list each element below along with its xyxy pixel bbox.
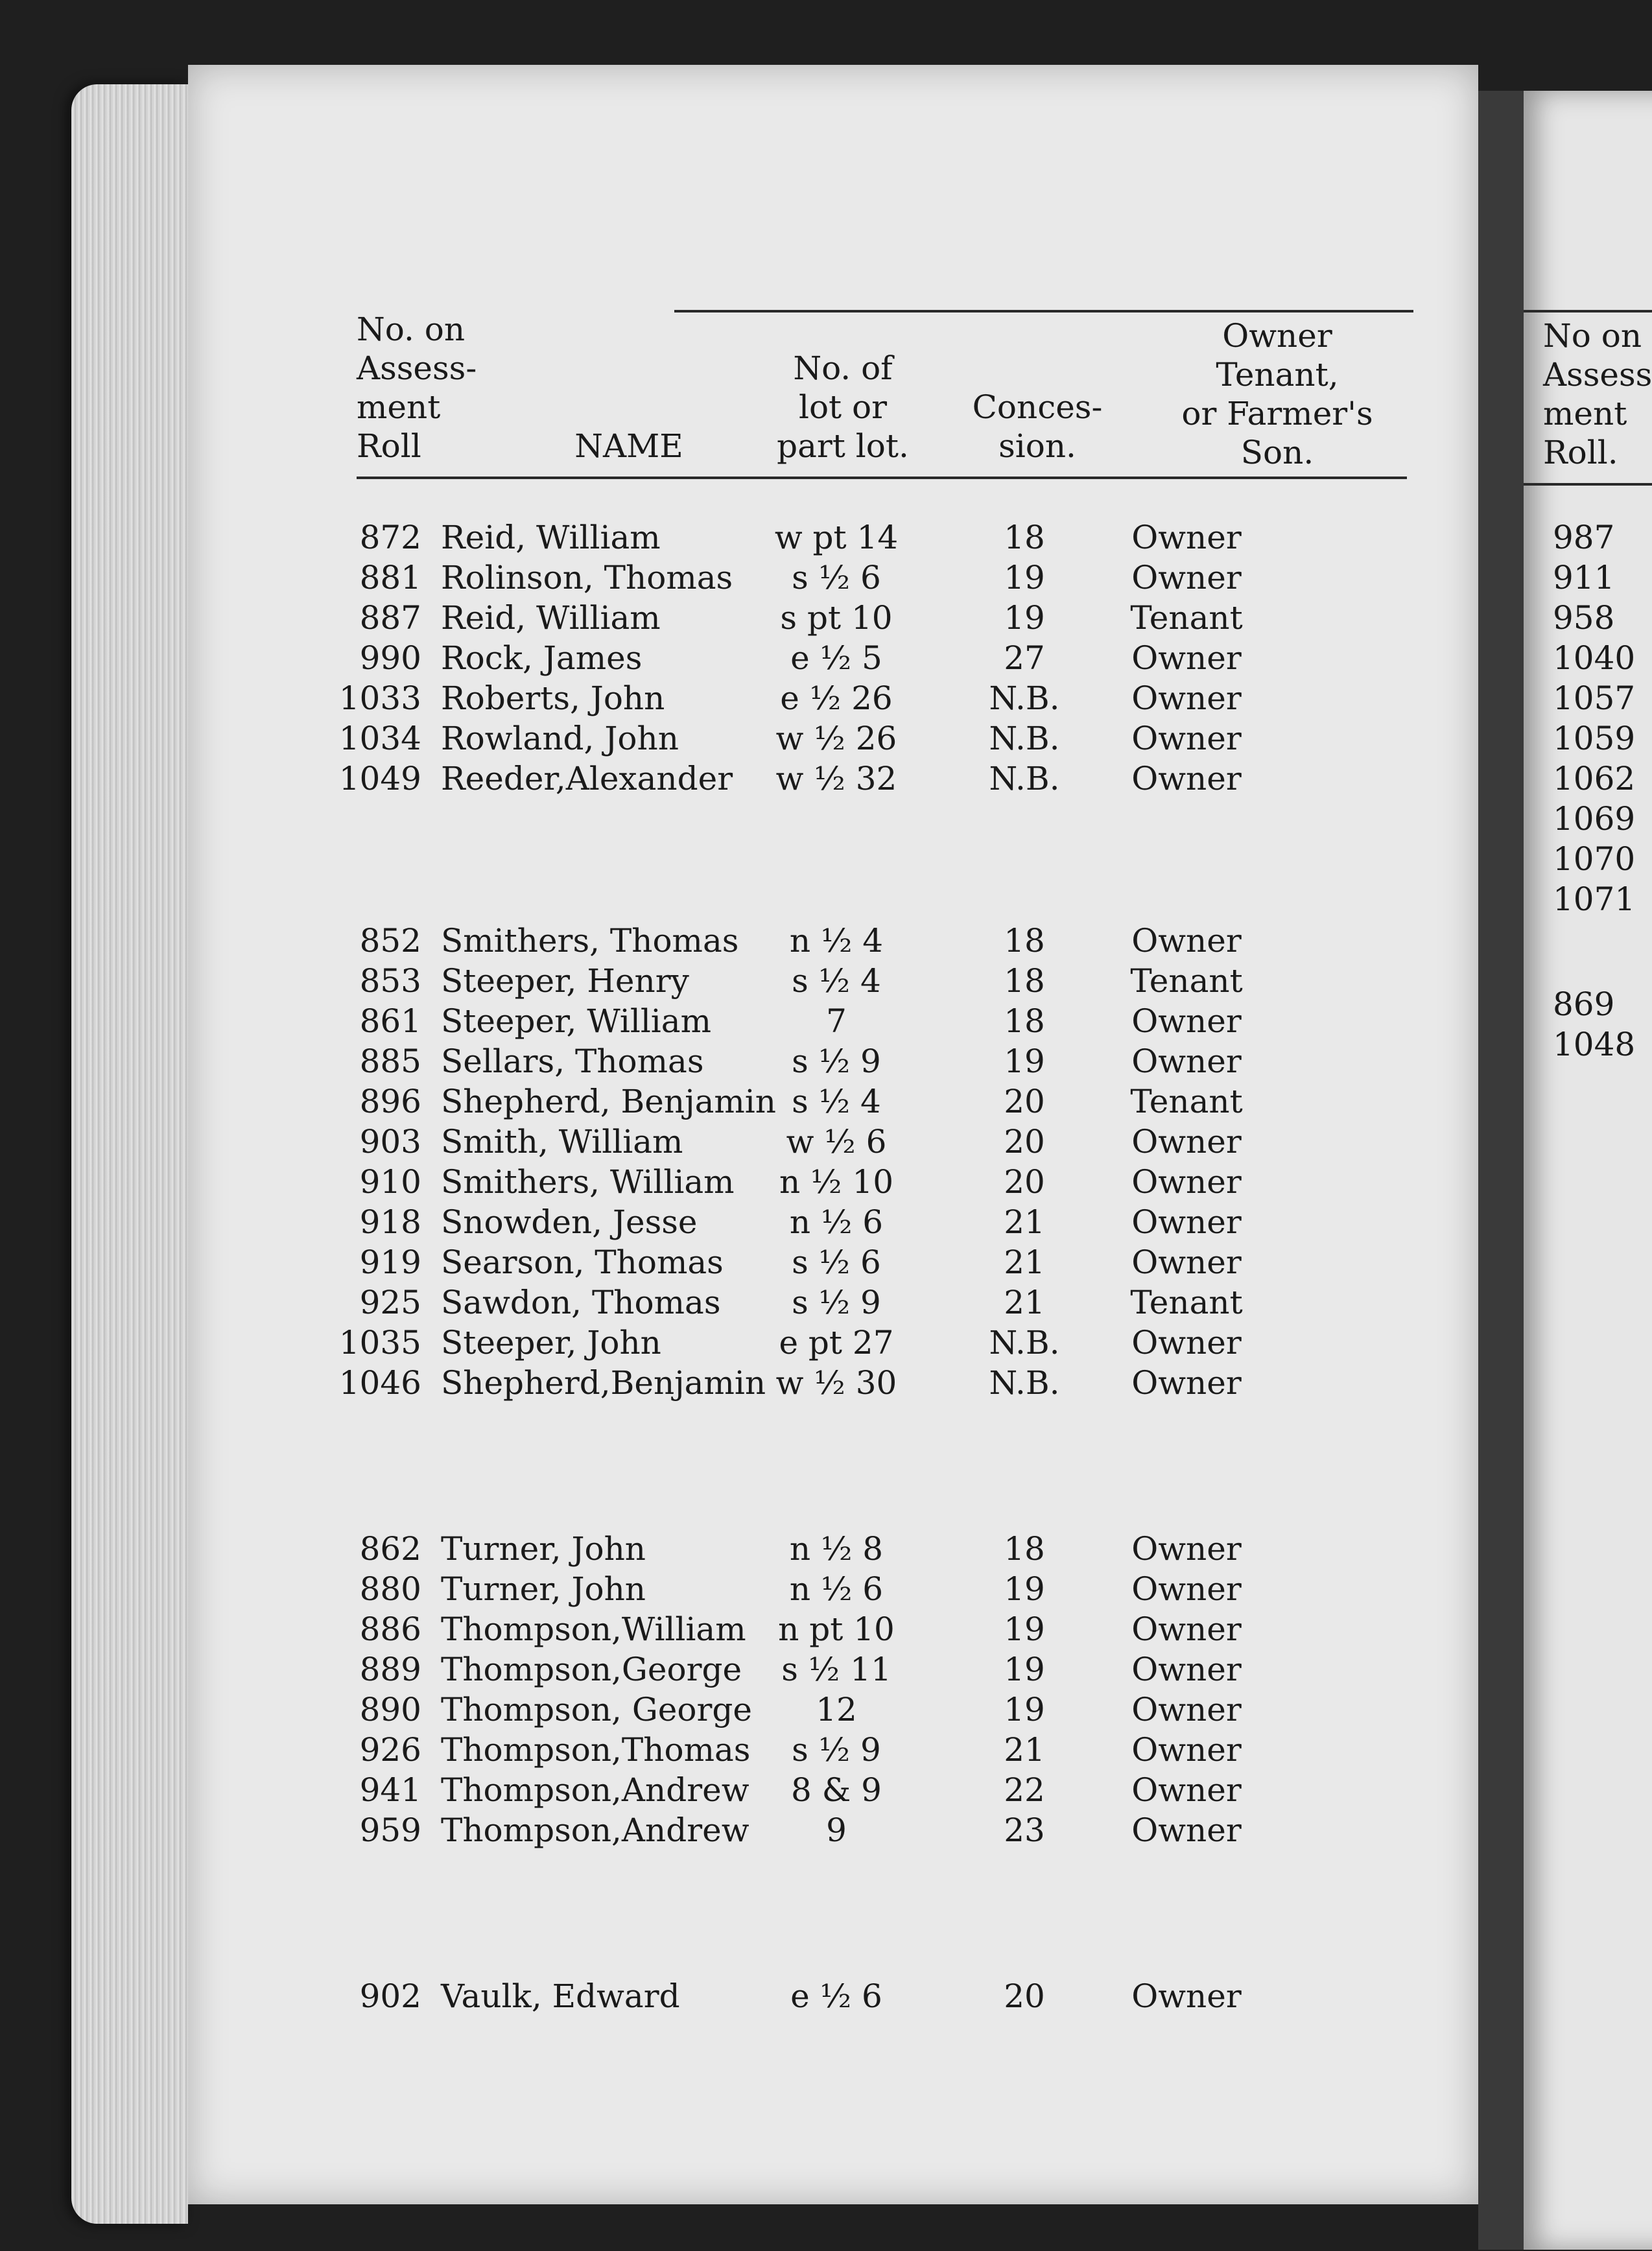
entry-name: Reid, William <box>441 519 661 556</box>
entry-tenure: Owner <box>1131 1610 1242 1648</box>
entry-roll-number: 862 <box>359 1530 421 1568</box>
entry-tenure: Owner <box>1131 1324 1242 1361</box>
entry-tenure: Owner <box>1131 1163 1242 1201</box>
next-page-roll-number: 1071 <box>1553 880 1636 918</box>
entry-lot: 12 <box>816 1691 857 1728</box>
entry-roll-number: 1046 <box>338 1364 421 1402</box>
entry-lot: w ½ 32 <box>775 760 897 797</box>
entry-lot: s ½ 9 <box>792 1731 881 1769</box>
next-page-roll-number: 1062 <box>1553 760 1636 797</box>
entry-roll-number: 1049 <box>338 760 421 797</box>
next-page-header-line: Roll. <box>1543 434 1618 471</box>
entry-concession: 18 <box>1004 1002 1045 1040</box>
entry-concession: 22 <box>1004 1771 1045 1809</box>
header-roll-line: No. on <box>357 311 466 348</box>
entry-roll-number: 889 <box>359 1651 421 1688</box>
entry-name: Rock, James <box>441 639 643 677</box>
entry-name: Vaulk, Edward <box>441 1977 680 2015</box>
entry-lot: n pt 10 <box>778 1610 895 1648</box>
header-concession-line: sion. <box>998 427 1076 465</box>
next-page-fragment <box>1524 91 1652 2250</box>
next-page-roll-number: 1057 <box>1553 679 1636 717</box>
entry-roll-number: 896 <box>359 1083 421 1120</box>
entry-name: Smithers, William <box>441 1163 735 1201</box>
entry-concession: 20 <box>1004 1163 1045 1201</box>
entry-concession: N.B. <box>989 720 1060 757</box>
entry-roll-number: 880 <box>359 1570 421 1608</box>
entry-name: Reid, William <box>441 599 661 637</box>
entry-roll-number: 852 <box>359 922 421 960</box>
entry-lot: e ½ 26 <box>780 679 893 717</box>
next-page-header-rule <box>1524 310 1652 312</box>
entry-tenure: Owner <box>1131 1043 1242 1080</box>
next-page-roll-number: 1040 <box>1553 639 1636 677</box>
header-roll-line: ment <box>357 388 441 426</box>
entry-concession: 18 <box>1004 962 1045 1000</box>
entry-roll-number: 990 <box>359 639 421 677</box>
entry-concession: 19 <box>1004 1570 1045 1608</box>
entry-tenure: Owner <box>1131 639 1242 677</box>
book-page-edges <box>71 84 188 2224</box>
entry-roll-number: 941 <box>359 1771 421 1809</box>
next-page-roll-number: 1070 <box>1553 840 1636 878</box>
header-roll-line: Assess- <box>357 349 477 387</box>
entry-roll-number: 910 <box>359 1163 421 1201</box>
entry-lot: s pt 10 <box>780 599 893 637</box>
entry-name: Smith, William <box>441 1123 683 1161</box>
entry-lot: 8 & 9 <box>791 1771 882 1809</box>
entry-name: Thompson,Andrew <box>441 1811 749 1849</box>
entry-tenure: Owner <box>1131 1364 1242 1402</box>
header-lot-line: lot or <box>798 388 888 426</box>
entry-tenure: Owner <box>1131 922 1242 960</box>
entry-lot: s ½ 6 <box>792 559 881 596</box>
entry-concession: 21 <box>1004 1284 1045 1321</box>
entry-lot: s ½ 4 <box>792 1083 881 1120</box>
entry-lot: n ½ 4 <box>789 922 884 960</box>
entry-concession: 21 <box>1004 1203 1045 1241</box>
entry-lot: e ½ 5 <box>790 639 882 677</box>
entry-lot: e ½ 6 <box>790 1977 882 2015</box>
entry-tenure: Owner <box>1131 1243 1242 1281</box>
entry-concession: 18 <box>1004 922 1045 960</box>
entry-concession: N.B. <box>989 760 1060 797</box>
entry-name: Steeper, Henry <box>441 962 689 1000</box>
entry-roll-number: 887 <box>359 599 421 637</box>
entry-lot: n ½ 6 <box>789 1203 884 1241</box>
header-lot-line: No. of <box>793 349 893 387</box>
entry-lot: 9 <box>826 1811 847 1849</box>
entry-concession: 19 <box>1004 1651 1045 1688</box>
entry-lot: w ½ 6 <box>786 1123 887 1161</box>
entry-name: Smithers, Thomas <box>441 922 739 960</box>
entry-lot: w pt 14 <box>774 519 899 556</box>
next-page-header-bottom-rule <box>1524 483 1652 486</box>
entry-concession: 23 <box>1004 1811 1045 1849</box>
entry-name: Roberts, John <box>441 679 665 717</box>
entry-roll-number: 1035 <box>338 1324 421 1361</box>
book-gutter <box>1478 91 1524 2250</box>
next-page-roll-number: 1059 <box>1553 720 1636 757</box>
entry-name: Thompson,Andrew <box>441 1771 749 1809</box>
entry-name: Thompson,George <box>441 1651 742 1688</box>
entry-roll-number: 853 <box>359 962 421 1000</box>
entry-concession: 19 <box>1004 1043 1045 1080</box>
entry-concession: 18 <box>1004 1530 1045 1568</box>
entry-tenure: Owner <box>1131 1530 1242 1568</box>
entry-roll-number: 959 <box>359 1811 421 1849</box>
header-bottom-rule <box>357 477 1407 479</box>
entry-concession: 18 <box>1004 519 1045 556</box>
header-name: NAME <box>574 427 683 465</box>
entry-tenure: Owner <box>1131 1002 1242 1040</box>
entry-name: Shepherd, Benjamin <box>441 1083 776 1120</box>
header-concession-line: Conces- <box>972 388 1103 426</box>
entry-name: Rowland, John <box>441 720 679 757</box>
entry-lot: w ½ 30 <box>775 1364 897 1402</box>
entry-tenure: Owner <box>1131 1977 1242 2015</box>
entry-concession: 19 <box>1004 1610 1045 1648</box>
entry-roll-number: 926 <box>359 1731 421 1769</box>
entry-lot: s ½ 9 <box>792 1284 881 1321</box>
entry-tenure: Tenant <box>1130 1083 1243 1120</box>
next-page-roll-number: 958 <box>1553 599 1615 637</box>
header-lot-line: part lot. <box>777 427 909 465</box>
entry-roll-number: 890 <box>359 1691 421 1728</box>
entry-roll-number: 925 <box>359 1284 421 1321</box>
entry-concession: 19 <box>1004 1691 1045 1728</box>
next-page-roll-number: 869 <box>1553 985 1615 1023</box>
next-page-roll-number: 1069 <box>1553 800 1636 838</box>
next-page-header-line: Assess <box>1543 356 1652 394</box>
entry-name: Sawdon, Thomas <box>441 1284 721 1321</box>
entry-roll-number: 1033 <box>338 679 421 717</box>
entry-name: Turner, John <box>441 1570 646 1608</box>
entry-tenure: Owner <box>1131 519 1242 556</box>
entry-roll-number: 861 <box>359 1002 421 1040</box>
next-page-roll-number: 987 <box>1553 519 1615 556</box>
entry-name: Turner, John <box>441 1530 646 1568</box>
entry-tenure: Tenant <box>1130 962 1243 1000</box>
entry-concession: N.B. <box>989 1324 1060 1361</box>
entry-concession: 21 <box>1004 1243 1045 1281</box>
entry-roll-number: 886 <box>359 1610 421 1648</box>
entry-roll-number: 1034 <box>338 720 421 757</box>
entry-lot: 7 <box>826 1002 847 1040</box>
entry-lot: n ½ 8 <box>789 1530 884 1568</box>
entry-concession: 20 <box>1004 1083 1045 1120</box>
entry-roll-number: 872 <box>359 519 421 556</box>
entry-name: Steeper, William <box>441 1002 712 1040</box>
entry-tenure: Owner <box>1131 1731 1242 1769</box>
entry-roll-number: 919 <box>359 1243 421 1281</box>
header-roll-line: Roll <box>357 427 421 465</box>
entry-concession: N.B. <box>989 1364 1060 1402</box>
entry-name: Thompson,Thomas <box>441 1731 751 1769</box>
entry-name: Sellars, Thomas <box>441 1043 704 1080</box>
next-page-header-line: ment <box>1543 395 1627 432</box>
entry-lot: s ½ 9 <box>792 1043 881 1080</box>
entry-roll-number: 918 <box>359 1203 421 1241</box>
entry-lot: s ½ 6 <box>792 1243 881 1281</box>
entry-lot: e pt 27 <box>779 1324 894 1361</box>
entry-concession: 19 <box>1004 559 1045 596</box>
header-owner-line: Owner <box>1222 317 1332 355</box>
entry-roll-number: 902 <box>359 1977 421 2015</box>
next-page-roll-number: 911 <box>1553 559 1615 596</box>
entry-name: Thompson, George <box>441 1691 752 1728</box>
entry-tenure: Owner <box>1131 1811 1242 1849</box>
entry-concession: 20 <box>1004 1977 1045 2015</box>
entry-name: Reeder,Alexander <box>441 760 733 797</box>
entry-roll-number: 903 <box>359 1123 421 1161</box>
next-page-header-line: No on <box>1543 317 1642 355</box>
entry-lot: w ½ 26 <box>775 720 897 757</box>
entry-tenure: Owner <box>1131 679 1242 717</box>
header-owner-line: or Farmer's <box>1181 395 1373 432</box>
entry-name: Steeper, John <box>441 1324 661 1361</box>
entry-tenure: Owner <box>1131 760 1242 797</box>
entry-tenure: Owner <box>1131 720 1242 757</box>
entry-tenure: Tenant <box>1130 1284 1243 1321</box>
entry-tenure: Owner <box>1131 1691 1242 1728</box>
entry-tenure: Owner <box>1131 1570 1242 1608</box>
register-page <box>188 65 1478 2204</box>
entry-concession: N.B. <box>989 679 1060 717</box>
next-page-roll-number: 1048 <box>1553 1026 1636 1063</box>
entry-concession: 19 <box>1004 599 1045 637</box>
entry-lot: s ½ 11 <box>781 1651 891 1688</box>
entry-tenure: Owner <box>1131 1123 1242 1161</box>
entry-tenure: Owner <box>1131 1203 1242 1241</box>
entry-concession: 20 <box>1004 1123 1045 1161</box>
entry-tenure: Owner <box>1131 1651 1242 1688</box>
entry-name: Searson, Thomas <box>441 1243 724 1281</box>
entry-tenure: Tenant <box>1130 599 1243 637</box>
header-top-rule <box>674 310 1413 312</box>
entry-concession: 27 <box>1004 639 1045 677</box>
entry-tenure: Owner <box>1131 1771 1242 1809</box>
entry-roll-number: 885 <box>359 1043 421 1080</box>
entry-name: Thompson,William <box>441 1610 746 1648</box>
entry-name: Rolinson, Thomas <box>441 559 733 596</box>
entry-lot: n ½ 6 <box>789 1570 884 1608</box>
entry-concession: 21 <box>1004 1731 1045 1769</box>
entry-tenure: Owner <box>1131 559 1242 596</box>
entry-lot: s ½ 4 <box>792 962 881 1000</box>
header-owner-line: Son. <box>1240 434 1314 471</box>
entry-lot: n ½ 10 <box>779 1163 894 1201</box>
header-owner-line: Tenant, <box>1216 356 1339 394</box>
entry-name: Shepherd,Benjamin <box>441 1364 766 1402</box>
entry-name: Snowden, Jesse <box>441 1203 698 1241</box>
entry-roll-number: 881 <box>359 559 421 596</box>
